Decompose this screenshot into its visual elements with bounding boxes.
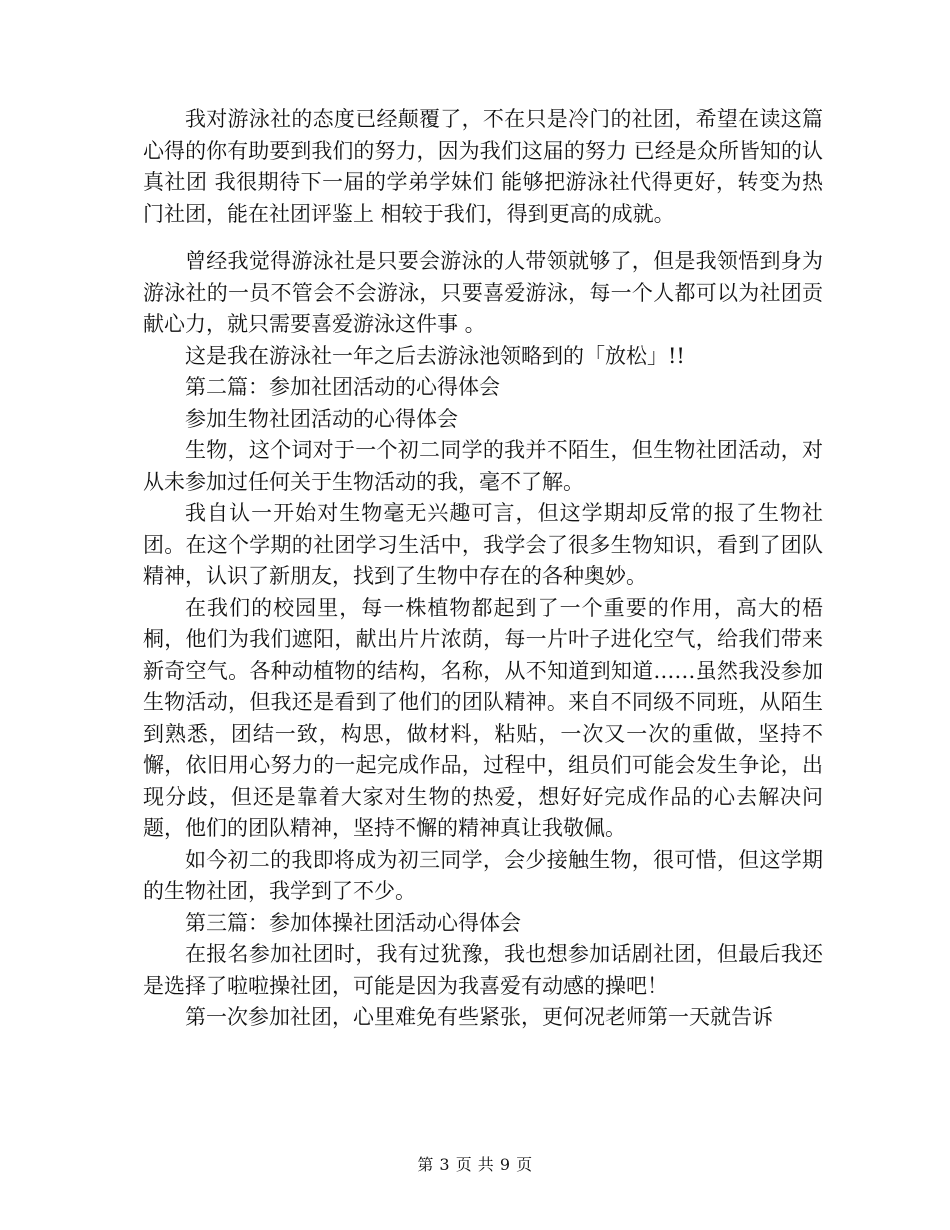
- paragraph-biology-intro: 生物，这个词对于一个初二同学的我并不陌生，但生物社团活动，对从未参加过任何关于生物活动的我，毫不了解。: [143, 438, 823, 494]
- paragraph-biology-campus: 在我们的校园里，每一株植物都起到了一个重要的作用，高大的梧桐，他们为我们遮阳，献出片片浓荫，每一片叶子进化空气，给我们带来新奇空气。各种动植物的结构，名称，从不知道到知道……虽然我没参加生物活动，但我还是看到了他们的团队精神。来自不同级不同班，从陌生到熟悉，团结一致，构思，做材料，粘贴，一次又一次的重做，坚持不懈，依旧用心努力的一起完成作品，过程中，组员们可能会发生争论，出现分歧，但还是靠着大家对生物的热爱，想好好完成作品的心去解决问题，他们的团队精神，坚持不懈的精神真让我敬佩。: [143, 595, 823, 840]
- document-body: [143, 104, 823, 1034]
- paragraph-swim-club-attitude: 我对游泳社的态度已经颠覆了，不在只是冷门的社团，希望在读这篇心得的你有助要到我们的努力，因为我们这届的努力 已经是众所皆知的认真社团 我很期待下一届的学弟学妹们 能够把游泳社代得更好，转变为热门社团，能在社团评鉴上 相较于我们，得到更高的成就。: [143, 107, 823, 226]
- paragraph-biology-joining: 我自认一开始对生物毫无兴趣可言，但这学期却反常的报了生物社团。在这个学期的社团学习生活中，我学会了很多生物知识，看到了团队精神，认识了新朋友，找到了生物中存在的各种奥妙。: [143, 501, 823, 588]
- paragraph-swim-club-realization: 曾经我觉得游泳社是只要会游泳的人带领就够了，但是我领悟到身为游泳社的一员不管会不会游泳，只要喜爱游泳，每一个人都可以为社团贡献心力，就只需要喜爱游泳这件事 。: [143, 249, 823, 336]
- article-title-biology-club: 参加生物社团活动的心得体会: [185, 406, 458, 431]
- page-number-footer: 第 3 页 共 9 页: [417, 1155, 533, 1174]
- paragraph-cheer-signup: 在报名参加社团时，我有过犹豫，我也想参加话剧社团，但最后我还是选择了啦啦操社团，可能是因为我喜爱有动感的操吧！: [143, 942, 823, 998]
- paragraph-biology-conclusion: 如今初二的我即将成为初三同学，会少接触生物，很可惜，但这学期的生物社团，我学到了不少。: [143, 847, 823, 903]
- section-heading-part-two: 第二篇：参加社团活动的心得体会: [185, 375, 500, 399]
- paragraph-swim-club-relax: 这是我在游泳社一年之后去游泳池领略到的「放松」!!: [185, 343, 685, 368]
- paragraph-cheer-first-time: 第一次参加社团，心里难免有些紧张，更何况老师第一天就告诉: [185, 1005, 773, 1029]
- section-heading-part-three: 第三篇：参加体操社团活动心得体会: [185, 910, 521, 935]
